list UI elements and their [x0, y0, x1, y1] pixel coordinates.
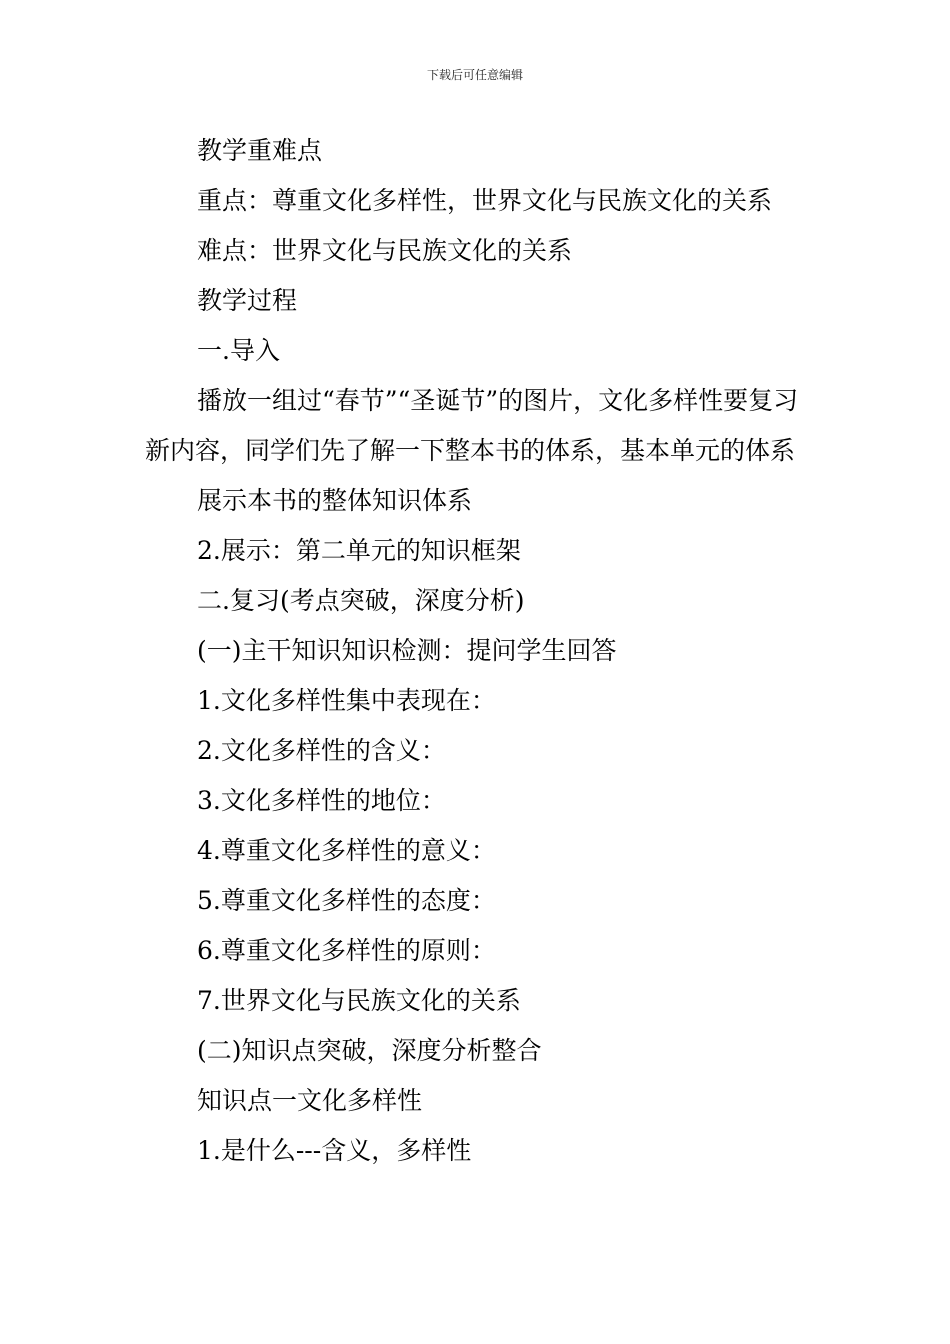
document-body [145, 126, 810, 1176]
list-item: 1.是什么---含义，多样性 [197, 1136, 472, 1165]
paragraph-key-point: 重点：尊重文化多样性，世界文化与民族文化的关系 [197, 186, 773, 215]
list-item: 5.尊重文化多样性的态度： [197, 886, 496, 915]
list-item: 2.文化多样性的含义： [197, 736, 446, 765]
list-item: 3.文化多样性的地位： [197, 786, 446, 815]
heading-introduction: 一.导入 [197, 336, 280, 365]
heading-teaching-process: 教学过程 [197, 286, 298, 315]
paragraph-difficult-point: 难点：世界文化与民族文化的关系 [197, 236, 573, 265]
list-item: 1.文化多样性集中表现在： [197, 686, 496, 715]
heading-knowledge-breakthrough: (二)知识点突破，深度分析整合 [197, 1036, 542, 1065]
list-item: 7.世界文化与民族文化的关系 [197, 986, 521, 1015]
list-item: 6.尊重文化多样性的原则： [197, 936, 496, 965]
heading-teaching-focus: 教学重难点 [197, 136, 323, 165]
paragraph-show-system: 展示本书的整体知识体系 [197, 486, 473, 515]
heading-review: 二.复习(考点突破，深度分析) [197, 586, 525, 615]
heading-knowledge-point-one: 知识点一文化多样性 [197, 1086, 423, 1115]
list-item: 4.尊重文化多样性的意义： [197, 836, 496, 865]
page-header: 下载后可任意编辑 [426, 68, 523, 82]
paragraph-show-framework: 2.展示：第二单元的知识框架 [197, 536, 521, 565]
heading-knowledge-check: (一)主干知识知识检测：提问学生回答 [197, 636, 617, 665]
paragraph-introduction: 播放一组过“春节”“圣诞节”的图片，文化多样性要复习新内容，同学们先了解一下整本书的体系，基本单元的体系 [145, 386, 799, 465]
